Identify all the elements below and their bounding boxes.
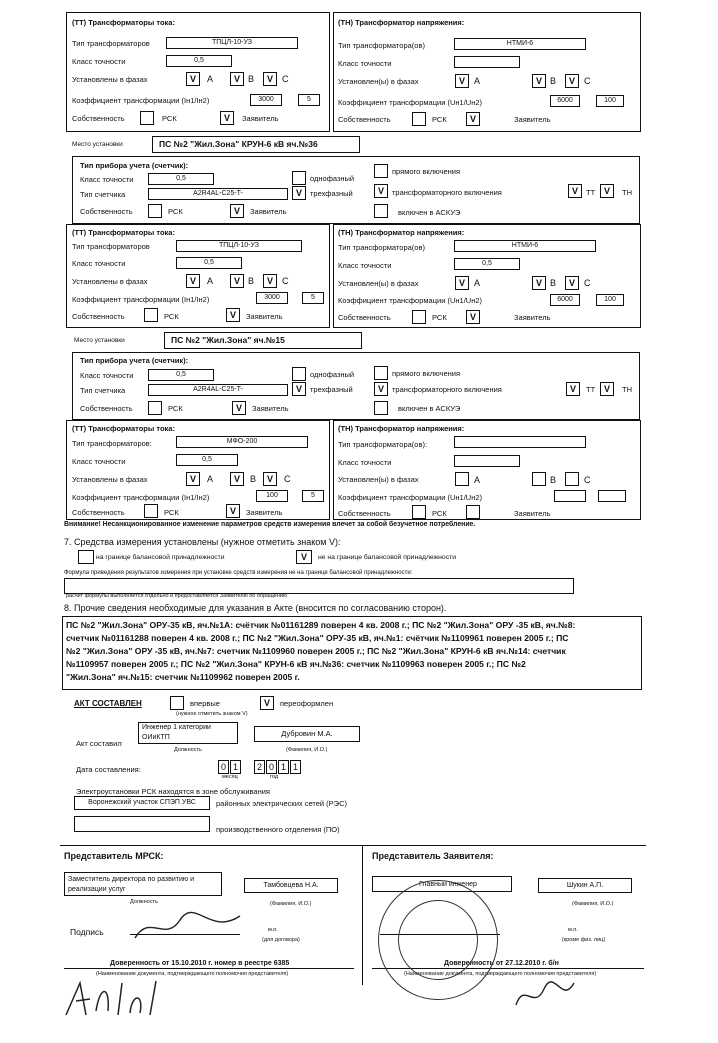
applicant-signature-icon [512,975,582,1015]
tn-own-app-check[interactable]: V [466,310,480,324]
tn-ratio-1: 6000 [550,294,580,306]
tn-ratio-2: 100 [596,294,624,306]
meter-app-label: Заявитель [252,404,289,413]
own-label: Собственность [72,508,125,517]
meter-class-label: Класс точности [80,175,134,184]
tn-ratio-label: Коэффициент трансформации (Uн1/Uн2) [338,296,483,305]
tt-block-3 [66,420,330,520]
applicant-position-field: Главный инженер [372,876,512,892]
meter-app-label: Заявитель [250,207,287,216]
on-border-check[interactable] [78,550,94,564]
tt-ratio-1: 100 [256,490,288,502]
meter-title: Тип прибора учета (счетчик): [80,356,189,365]
tn-ratio-label: Коэффициент трансформации (Uн1/Uн2) [338,493,483,502]
meter-rsk-label: РСК [168,404,183,413]
tt-sel-check[interactable]: V [568,184,582,198]
tt-sel-label: ТТ [586,188,596,197]
tt-class-field: 0,5 [176,454,238,466]
one-phase-check[interactable] [292,171,306,185]
applicant-power: Доверенность от 27.12.2010 г. б/н [444,960,559,967]
tn-class-field: 0,5 [454,258,520,270]
phase-a-label: A [207,74,214,84]
mrsk-position-caption: Должность [130,899,158,905]
meter-class-field: 0,5 [148,369,214,381]
mrsk-power-line [64,968,354,969]
tn-class-field [454,455,520,467]
formula-label: Формула приведения результатов измерения при установке средств измерения не на границе балансовой принадлежности: [64,570,413,576]
act-note: (нужное отметить знаком V) [176,711,248,717]
tt-sel-label: ТТ [586,385,596,394]
phase-b-check[interactable]: V [230,274,244,288]
tt-class-field: 0,5 [176,257,242,269]
transformer-label: трансформаторного включения [392,385,502,394]
meter-app-check[interactable]: V [232,401,246,415]
phase-a-label: A [207,474,214,484]
applicant-title: Представитель Заявителя: [372,851,494,861]
zone-label: Электроустановки РСК находятся в зоне обслуживания [76,787,270,796]
tt-type-label: Тип трансформаторов [72,242,150,251]
tt-phases-label: Установлены в фазах [72,277,148,286]
one-phase-check[interactable] [292,367,306,381]
tn-own-rsk-label: РСК [432,509,447,518]
place-label: Место установки [74,337,125,344]
mrsk-contract: (для договора) [262,937,300,943]
tn-type-field: НТМИ-6 [454,38,586,50]
tn-ratio-2 [598,490,626,502]
own-rsk-check[interactable] [144,504,158,518]
month-caption: месяц [222,774,238,780]
tn-phase-b-check[interactable]: V [532,276,546,290]
mrsk-power-caption: (Наименование документа, подтверждающего полномочия представителя) [96,971,289,977]
tn-title: (ТН) Трансформатор напряжения: [338,228,465,237]
tn-phase-b-check[interactable]: V [532,74,546,88]
district-label: районных электрических сетей (РЭС) [216,799,347,808]
tt-ratio-2: 5 [302,490,324,502]
tn-phase-a-label: A [474,278,481,288]
applicant-individual: (кроме физ. лиц) [562,937,606,943]
tn-own-rsk-check[interactable] [412,112,426,126]
meter-rsk-label: РСК [168,207,183,216]
signature-vdivider [362,845,363,985]
mrsk-name-caption: (Фамилия, И.О.) [270,901,312,907]
askue-check[interactable] [374,204,388,218]
tn-phase-c-label: C [584,475,591,485]
meter-own-label: Собственность [80,404,133,413]
meter-type-label: Тип счетчика [80,190,126,199]
tn-own-label: Собственность [338,509,391,518]
three-phase-check[interactable]: V [292,382,306,396]
mrsk-name-field: Тамбовцева Н.А. [244,878,338,893]
tn-type-label: Тип трансформатора(ов) [338,41,425,50]
section-8-line: "Жил.Зона" яч.№15: счетчик №1109962 поверен 2005 г. [66,672,300,682]
tt-class-label: Класс точности [72,457,126,466]
section-8-title: 8. Прочие сведения необходимые для указания в Акте (вносится по согласованию сторон). [64,603,447,613]
phase-a-label: A [207,276,214,286]
tn-ratio-2: 100 [596,95,624,107]
meter-type-field: A2R4AL-C25-T- [148,188,288,200]
own-app-check[interactable]: V [226,308,240,322]
mrsk-sign-label: Подпись [70,927,104,937]
one-phase-label: однофазный [310,174,355,183]
tt-type-label: Тип трансформаторов [72,39,150,48]
own-app-label: Заявитель [246,508,283,517]
tn-title: (ТН) Трансформатор напряжения: [338,424,465,433]
tn-phase-c-check[interactable]: V [565,276,579,290]
direct-check[interactable] [374,366,388,380]
tt-type-field: ТПЦЛ-10-УЗ [166,37,298,49]
askue-label: включен в АСКУЭ [398,208,461,217]
transformer-label: трансформаторного включения [392,188,502,197]
tt-title: (ТТ) Трансформаторы тока: [72,18,175,27]
meter-class-label: Класс точности [80,371,134,380]
tn-title: (ТН) Трансформатор напряжения: [338,18,465,27]
tt-class-label: Класс точности [72,57,126,66]
reissued-label: переоформлен [280,699,334,708]
own-rsk-label: РСК [162,114,177,123]
tn-phase-b-check[interactable] [532,472,546,486]
tn-sel-check[interactable]: V [600,382,614,396]
first-check[interactable] [170,696,184,710]
direct-check[interactable] [374,164,388,178]
year-caption: год [270,774,279,780]
date-digit: 2 [254,760,265,774]
phase-a-check[interactable]: V [186,72,200,86]
date-digit: 1 [290,760,301,774]
tn-type-field: НТМИ-6 [454,240,596,252]
tn-phase-c-check[interactable]: V [565,74,579,88]
tt-phases-label: Установлены в фазах [72,475,148,484]
position-caption: Должность [174,747,202,753]
tn-phase-a-label: A [474,475,481,485]
on-border-label: на границе балансовой принадлежности [96,554,225,561]
tt-ratio-label: Коэффициент трансформации (Iн1/Iн2) [72,96,210,105]
tn-own-rsk-check[interactable] [412,310,426,324]
direct-label: прямого включения [392,369,461,378]
mrsk-title: Представитель МРСК: [64,851,164,861]
applicant-mp: м.п. [568,927,578,933]
tt-ratio-2: 5 [302,292,324,304]
mrsk-signature-icon [130,908,250,948]
three-phase-label: трехфазный [310,385,353,394]
department-label: производственного отделения (ПО) [216,825,340,834]
applicant-name-caption: (Фамилия, И.О.) [572,901,614,907]
phase-c-label: C [282,276,289,286]
phase-c-check[interactable]: V [263,72,277,86]
tn-phase-c-check[interactable] [565,472,579,486]
act-by-label: Акт составил [76,739,122,748]
phase-b-check[interactable]: V [230,472,244,486]
transformer-check[interactable]: V [374,184,388,198]
tt-class-label: Класс точности [72,259,126,268]
tn-own-rsk-label: РСК [432,313,447,322]
date-digit: 0 [218,760,229,774]
tt-type-field: МФО-200 [176,436,308,448]
tn-own-label: Собственность [338,313,391,322]
tn-ratio-label: Коэффициент трансформации (Uн1/Uн2) [338,98,483,107]
first-label: впервые [190,699,220,708]
phase-b-label: B [248,276,255,286]
own-app-check[interactable]: V [226,504,240,518]
date-digit: 0 [266,760,277,774]
meter-rsk-check[interactable] [148,401,162,415]
applicant-name-field: Шукин А.П. [538,878,632,893]
date-digit: 1 [278,760,289,774]
mrsk-mp: м.п. [268,927,278,933]
tn-ratio-1 [554,490,586,502]
tn-phase-c-label: C [584,278,591,288]
tn-own-app-check[interactable] [466,505,480,519]
own-label: Собственность [72,312,125,321]
tn-phase-a-check[interactable]: V [455,74,469,88]
signature-divider [60,845,646,846]
tn-sel-label: ТН [622,188,632,197]
tt-title: (ТТ) Трансформаторы тока: [72,424,175,433]
reissued-check[interactable]: V [260,696,274,710]
meter-type-field: A2R4AL-C25-T- [148,384,288,396]
formula-field[interactable] [64,578,574,594]
tt-ratio-1: 3000 [256,292,288,304]
phase-a-check[interactable]: V [186,472,200,486]
tn-sel-label: ТН [622,385,632,394]
phase-c-check[interactable]: V [263,274,277,288]
tn-block-3 [333,420,641,520]
transformer-check[interactable]: V [374,382,388,396]
tn-phase-b-label: B [550,278,557,288]
section-8-line: №1109957 поверен 2005 г.; ПС №2 "Жил.Зона" КРУН-6 кВ яч.№36: счетчик №1109963 поверен 2005 г.; ПС №2 [66,659,526,669]
tt-ratio-label: Коэффициент трансформации (Iн1/Iн2) [72,295,210,304]
act-made-label: АКТ СОСТАВЛЕН [74,699,142,708]
meter-class-field: 0,5 [148,173,214,185]
own-label: Собственность [72,114,125,123]
name-caption: (Фамилия, И.О.) [286,747,328,753]
tn-phase-a-check[interactable]: V [455,276,469,290]
meter-title: Тип прибора учета (счетчик): [80,161,189,170]
tt-sel-check[interactable]: V [566,382,580,396]
tn-phase-b-label: B [550,76,557,86]
own-rsk-check[interactable] [140,111,154,125]
mrsk-position-field: Заместитель директора по развитию и реализации услуг [64,872,222,896]
tt-title: (ТТ) Трансформаторы тока: [72,228,175,237]
phase-a-check[interactable]: V [186,274,200,288]
phase-c-label: C [284,474,291,484]
tn-type-field [454,436,586,448]
tn-phases-label: Установлен(ы) в фазах [338,279,419,288]
direct-label: прямого включения [392,167,461,176]
meter-rsk-check[interactable] [148,204,162,218]
not-on-border-label: не на границе балансовой принадлежности [318,554,457,561]
department-field [74,816,210,832]
tn-phase-a-check[interactable] [455,472,469,486]
tn-type-label: Тип трансформатора(ов): [338,440,428,449]
own-app-label: Заявитель [242,114,279,123]
tn-own-label: Собственность [338,115,391,124]
date-digit: 1 [230,760,241,774]
tn-phase-b-label: B [550,475,557,485]
tn-phases-label: Установлен(ы) в фазах [338,475,419,484]
tt-class-field: 0,5 [166,55,232,67]
tn-type-label: Тип трансформатора(ов) [338,243,425,252]
own-rsk-label: РСК [164,312,179,321]
tt-ratio-2: 5 [298,94,320,106]
tn-ratio-1: 6000 [550,95,580,107]
askue-label: включен в АСКУЭ [398,404,461,413]
formula-note: расчет формулы выполняется отдельно и предоставляется Заявителю по обращению [66,593,287,599]
tn-own-app-label: Заявитель [514,115,551,124]
meter-app-check[interactable]: V [230,204,244,218]
tn-class-field [454,56,520,68]
tn-class-label: Класс точности [338,261,392,270]
tn-own-rsk-check[interactable] [412,505,426,519]
phase-c-label: C [282,74,289,84]
tn-class-label: Класс точности [338,458,392,467]
phase-b-label: B [250,474,257,484]
position-field: Инженер 1 категории ОИиКТП [138,722,238,744]
tn-phases-label: Установлен(ы) в фазах [338,77,419,86]
mrsk-power: Доверенность от 15.10.2010 г. номер в реестре 6385 [110,960,290,967]
date-label: Дата составления: [76,765,141,774]
meter-type-label: Тип счетчика [80,386,126,395]
tn-block-1 [333,12,641,132]
place-field: ПС №2 "Жил.Зона" КРУН-6 кВ яч.№36 [152,136,360,153]
tn-sel-check[interactable]: V [600,184,614,198]
three-phase-check[interactable]: V [292,186,306,200]
section-7-title: 7. Средства измерения установлены (нужное отметить знаком V): [64,537,341,547]
zone-field: Воронежский участок СПЭП УВС [74,796,210,810]
tn-phase-c-label: C [584,76,591,86]
own-app-label: Заявитель [246,312,283,321]
tn-phase-a-label: A [474,76,481,86]
one-phase-label: однофазный [310,370,355,379]
own-rsk-label: РСК [164,508,179,517]
phase-b-check[interactable]: V [230,72,244,86]
name-field: Дубровин М.А. [254,726,360,742]
tt-type-field: ТПЦЛ-10-УЗ [176,240,302,252]
tn-own-app-label: Заявитель [514,313,551,322]
own-rsk-check[interactable] [144,308,158,322]
tt-ratio-1: 3000 [250,94,282,106]
handwritten-initials-icon [60,975,170,1025]
phase-b-label: B [248,74,255,84]
tn-own-rsk-label: РСК [432,115,447,124]
section-8-line: ПС №2 "Жил.Зона" ОРУ-35 кВ, яч.№1А: счётчик №01161289 поверен 4 кв. 2008 г.; ПС №2 "Жил.Зона" ОРУ -35 кВ, яч.№8: [66,620,576,630]
tn-own-app-label: Заявитель [514,509,551,518]
tt-type-label: Тип трансформаторов: [72,439,152,448]
section-8-line: счетчик №01161288 поверен 4 кв. 2008 г.; ПС №2 "Жил.Зона" ОРУ-35 кВ, яч.№1: счётчик №1109961 поверен 2005 г.; ПС [66,633,569,643]
place-field: ПС №2 "Жил.Зона" яч.№15 [164,332,362,349]
place-label: Место установки [72,141,123,148]
section-8-line: №2 "Жил.Зона" ОРУ -35 кВ, яч.№7: счетчик №1109960 поверен 2005 г.; ПС №2 "Жил.Зона" КРУН-6 кВ яч.№14: счетчик [66,646,566,656]
three-phase-label: трехфазный [310,189,353,198]
own-app-check[interactable]: V [220,111,234,125]
tn-class-label: Класс точности [338,59,392,68]
warning-text: Внимание! Несанкционированное изменение параметров средств измерения влечет за собой безучетное потребление. [64,521,476,528]
askue-check[interactable] [374,401,388,415]
phase-c-check[interactable]: V [263,472,277,486]
tt-phases-label: Установлены в фазах [72,75,148,84]
meter-own-label: Собственность [80,207,133,216]
tn-own-app-check[interactable]: V [466,112,480,126]
tt-ratio-label: Коэффициент трансформации (Iн1/Iн2) [72,493,210,502]
applicant-power-caption: (Наименование документа, подтверждающего полномочия представителя) [404,971,597,977]
not-on-border-check[interactable]: V [296,550,312,564]
